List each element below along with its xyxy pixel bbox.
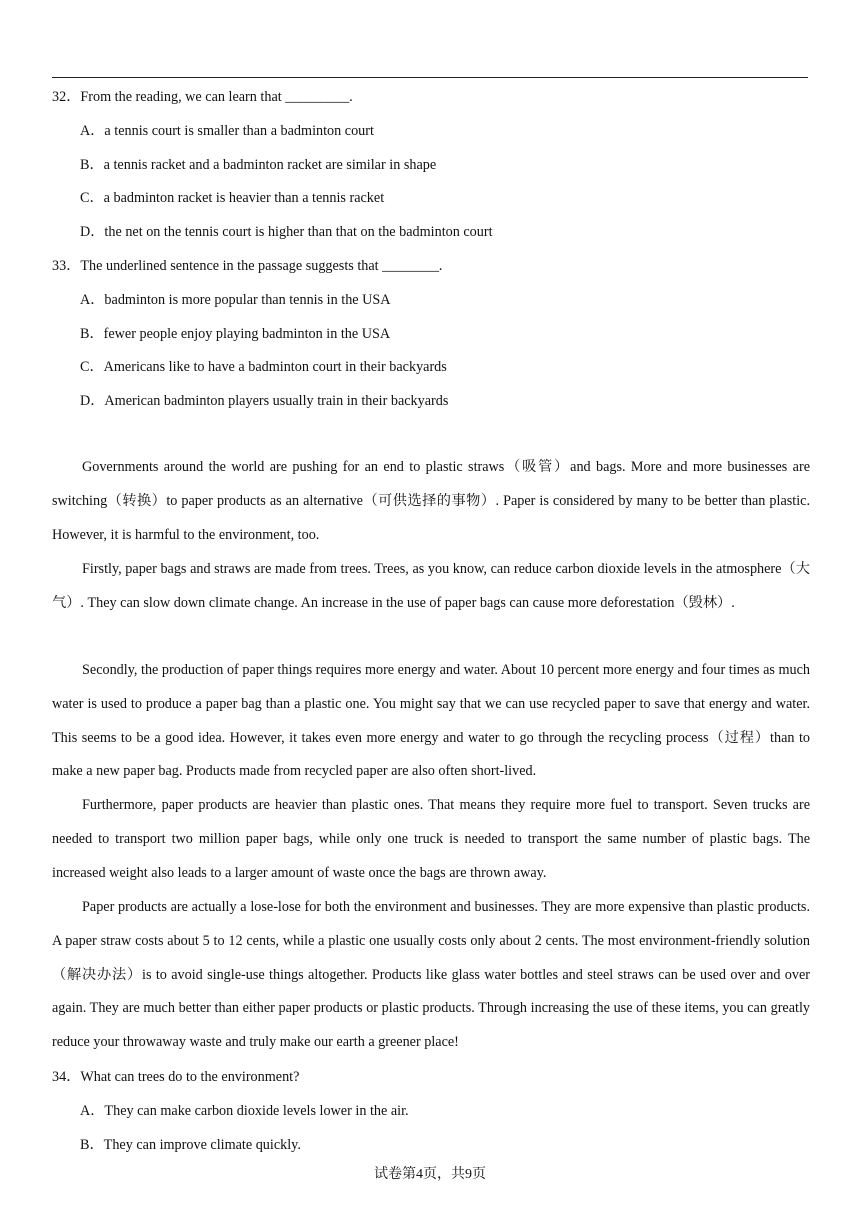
question-32-option-c: C．a badminton racket is heavier than a tennis racket [80,190,385,206]
question-33-option-d: D．American badminton players usually train in their backyards [80,393,449,409]
question-33-option-a: A．badminton is more popular than tennis in the USA [80,292,391,308]
passage-paragraph-4: Furthermore, paper products are heavier than plastic ones. That means they require more fuel to transport. Seven trucks are needed to transport two million paper bags, while only one truck is needed to transport the same number of plastic bags. The increased weight also leads to a larger amount of waste once the bags are thrown away. [52,797,810,881]
header-rule [52,77,808,78]
passage-paragraph-1: Governments around the world are pushing for an end to plastic straws（吸管）and bags. More and more businesses are switching（转换）to paper products as an alternative（可供选择的事物）. Paper is considered by many to be better than plastic. However, it is harmful to the environment, too. [52,459,810,543]
page-footer: 试卷第4页，共9页 [374,1167,486,1182]
question-33-option-c: C．Americans like to have a badminton court in their backyards [80,359,447,375]
question-32-option-b: B．a tennis racket and a badminton racket are similar in shape [80,157,437,173]
question-32-option-a: A．a tennis court is smaller than a badminton court [80,123,374,139]
question-33-stem: 33．The underlined sentence in the passage suggests that ________. [52,258,443,274]
question-32-option-d: D．the net on the tennis court is higher than that on the badminton court [80,224,493,240]
question-34-stem: 34．What can trees do to the environment? [52,1069,300,1085]
passage-paragraph-5: Paper products are actually a lose-lose for both the environment and businesses. They are more expensive than plastic products. A paper straw costs about 5 to 12 cents, while a plastic one usually costs only about 2 cents. The most environment-friendly solution（解决办法）is to avoid single-use things altogether. Products like glass water bottles and steel straws can be used over and over again. They are much better than either paper products or plastic products. Through increasing the use of these items, you can greatly reduce your throwaway waste and truly make our earth a greener place! [52,899,810,1051]
question-34-option-b: B．They can improve climate quickly. [80,1137,301,1153]
question-34-option-a: A．They can make carbon dioxide levels lower in the air. [80,1103,409,1119]
question-32-stem: 32．From the reading, we can learn that _________. [52,89,353,105]
passage-paragraph-3: Secondly, the production of paper things requires more energy and water. About 10 percent more energy and four times as much water is used to produce a paper bag than a plastic one. You might say that we can use recycled paper to save that energy and water. This seems to be a good idea. However, it takes even more energy and water to go through the recycling process（过程）than to make a new paper bag. Products made from recycled paper are also often short-lived. [52,662,810,780]
question-33-option-b: B．fewer people enjoy playing badminton in the USA [80,326,391,342]
passage-paragraph-2: Firstly, paper bags and straws are made from trees. Trees, as you know, can reduce carbon dioxide levels in the atmosphere（大气）. They can slow down climate change. An increase in the use of paper bags can cause more deforestation（毁林）. [52,561,810,611]
